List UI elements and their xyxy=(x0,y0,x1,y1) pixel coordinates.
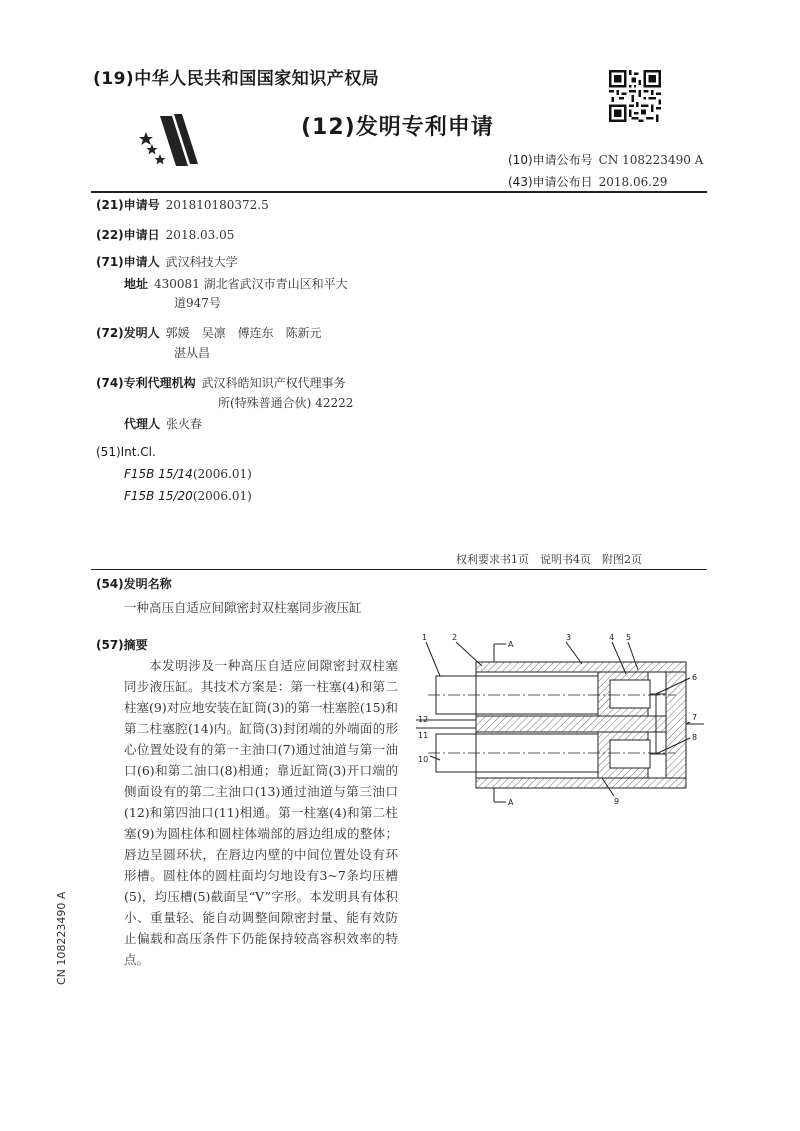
cylinder-drawing xyxy=(416,630,706,805)
ipc-version: (2006.01) xyxy=(192,467,252,481)
biblio-divider xyxy=(91,569,707,570)
ipc-entry xyxy=(124,489,252,503)
applicant-label: (71)申请人 xyxy=(96,255,160,269)
agency-label: (74)专利代理机构 xyxy=(96,376,196,390)
drawing-label: 9 xyxy=(614,797,620,805)
agent-row xyxy=(124,417,202,432)
side-publication-number: CN 108223490 A xyxy=(55,891,68,985)
agency-line-2: 所(特殊普通合伙) 42222 xyxy=(218,396,354,410)
publication-date: 2018.06.29 xyxy=(598,175,668,189)
agency-line-1: 武汉科皓知识产权代理事务 xyxy=(201,376,346,390)
cnipa-logo-icon xyxy=(138,108,202,172)
address-row xyxy=(124,277,348,292)
office-name: (19)中华人民共和国国家知识产权局 xyxy=(93,69,380,89)
drawing-label: 7 xyxy=(692,713,698,722)
publication-number-label: (10)申请公布号 xyxy=(508,153,593,167)
document-kind: (12)发明专利申请 xyxy=(301,115,494,140)
address-line-1: 430081 湖北省武汉市青山区和平大 xyxy=(154,277,348,291)
inventors-row xyxy=(96,326,322,341)
drawing-label: 5 xyxy=(626,633,632,642)
drawing-label: 12 xyxy=(418,715,429,724)
publication-date-row xyxy=(508,173,667,190)
section-mark: A xyxy=(508,640,514,649)
drawing-label: 11 xyxy=(418,731,429,740)
agent-label: 代理人 xyxy=(124,417,161,431)
application-number: 201810180372.5 xyxy=(165,198,269,212)
publication-number: CN 108223490 A xyxy=(598,153,704,167)
applicant-row xyxy=(96,255,238,270)
application-date-label: (22)申请日 xyxy=(96,228,160,242)
application-number-label: (21)申请号 xyxy=(96,198,160,212)
abstract-text: 本发明涉及一种高压自适应间隙密封双柱塞同步液压缸。其技术方案是：第一柱塞(4)和第二柱塞(9)对应地安装在缸筒(3)的第一柱塞腔(15)和第二柱塞腔(14)内。缸筒(3)封闭端的外端面的形心位置处设有的第一主油口(7)通过油道与第一油口(6)和第二油口(8)相通；靠近缸筒(3)开口端的侧面设有的第二主油口(13)通过油道与第三油口(12)和第四油口(11)相通。第一柱塞(4)和第二柱塞(9)为圆柱体和圆柱体端部的唇边组成的整体；唇边呈圆环状，在唇边内壁的中间位置处设有环形槽。圆柱体的圆柱面均匀地设有3~7条均压槽(5)，均压槽(5)截面呈“V”字形。本发明具有体积小、重量轻、能自动调整间隙密封量、能有效防止偏载和高压条件下仍能保持较高容积效率的特点。 xyxy=(124,658,398,967)
drawing-label: 6 xyxy=(692,673,698,682)
drawing-label: 3 xyxy=(566,633,572,642)
page-counts: 权利要求书1页 说明书4页 附图2页 xyxy=(456,553,642,566)
drawing-label: 8 xyxy=(692,733,698,742)
publication-date-label: (43)申请公布日 xyxy=(508,175,593,189)
publication-number-row xyxy=(508,151,703,168)
title-label: (54)发明名称 xyxy=(96,577,172,591)
inventors-line-2: 湛从昌 xyxy=(174,346,211,360)
intcl-label: (51)Int.Cl. xyxy=(96,445,156,459)
drawing-label: 10 xyxy=(418,755,429,764)
agent: 张火春 xyxy=(166,417,203,431)
drawing-label: 4 xyxy=(609,633,615,642)
ipc-version: (2006.01) xyxy=(192,489,252,503)
address-label: 地址 xyxy=(124,277,149,291)
ipc-code: F15B 15/14 xyxy=(124,467,193,481)
applicant: 武汉科技大学 xyxy=(165,255,238,269)
inventors-line-1: 郭媛 吴凛 傅连东 陈新元 xyxy=(165,326,322,340)
abstract-label: (57)摘要 xyxy=(96,638,148,652)
qr-code-icon xyxy=(609,70,661,122)
drawing-label: 1 xyxy=(422,633,428,642)
application-date: 2018.03.05 xyxy=(165,228,235,242)
application-date-row xyxy=(96,228,234,243)
ipc-code: F15B 15/20 xyxy=(124,489,193,503)
intcl-row xyxy=(96,445,156,460)
invention-title: 一种高压自适应间隙密封双柱塞同步液压缸 xyxy=(124,600,362,615)
inventors-label: (72)发明人 xyxy=(96,326,160,340)
application-number-row xyxy=(96,198,269,213)
address-line-2: 道947号 xyxy=(174,296,221,310)
header-divider xyxy=(91,191,707,193)
agency-row xyxy=(96,376,346,391)
section-mark: A xyxy=(508,798,514,805)
drawing-label: 2 xyxy=(452,633,458,642)
ipc-entry xyxy=(124,467,252,481)
